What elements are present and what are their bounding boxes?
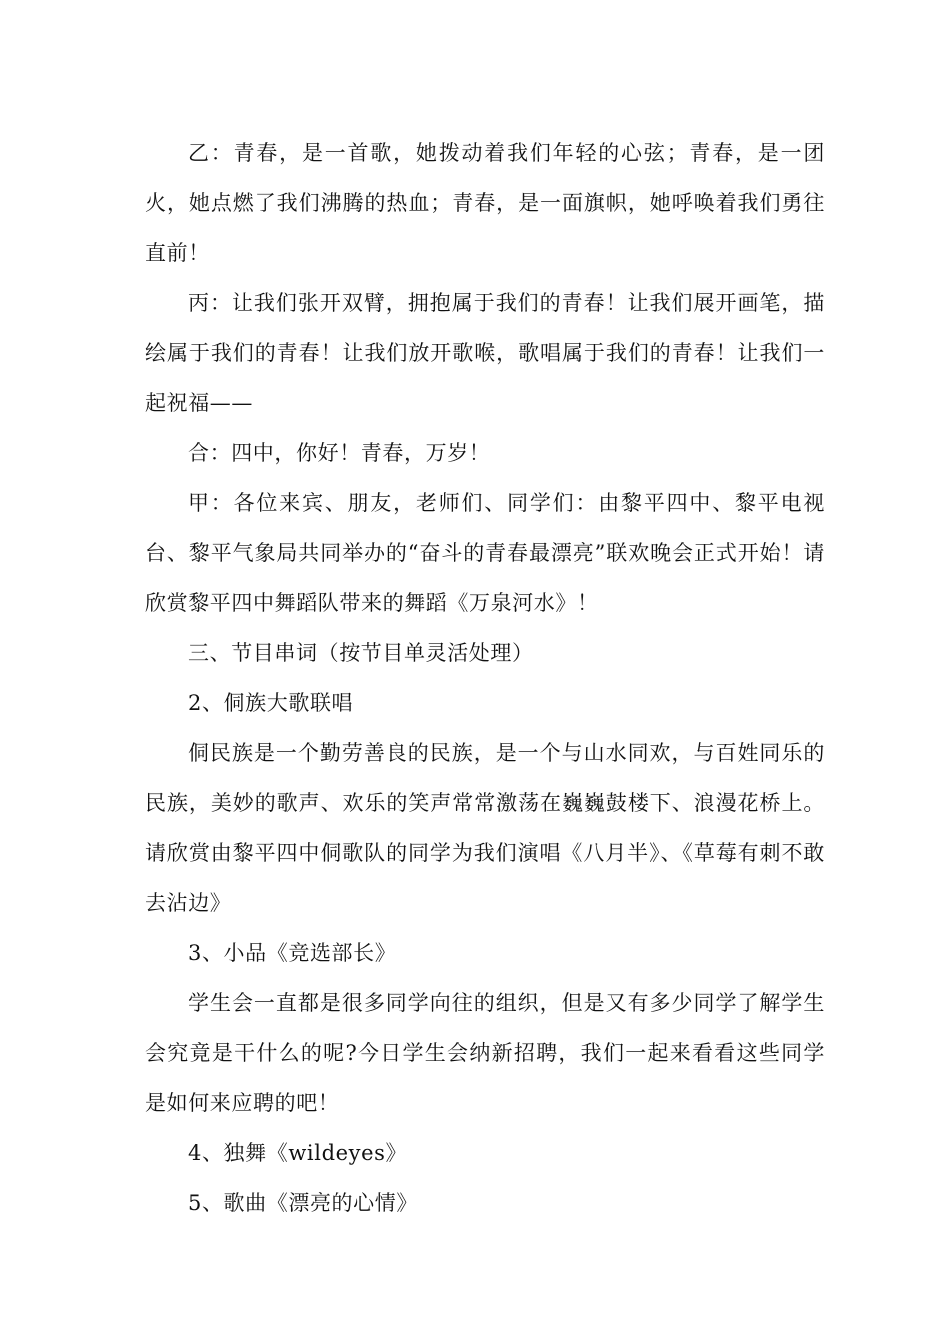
program-item-5: 5、歌曲《漂亮的心情》	[188, 1191, 418, 1215]
program-item-4: 4、独舞《wildeyes》	[188, 1141, 408, 1165]
paragraph-dong-songs: 侗民族是一个勤劳善良的民族，是一个与山水同欢，与百姓同乐的民族，美妙的歌声、欢乐的笑声常常激荡在巍巍鼓楼下、浪漫花桥上。请欣赏由黎平四中侗歌队的同学为我们演唱《八月半》、《草莓有刺不敢去沾边》	[145, 741, 825, 915]
paragraph-bing-embrace: 丙：让我们张开双臂，拥抱属于我们的青春！让我们展开画笔，描绘属于我们的青春！让我们放开歌喉，歌唱属于我们的青春！让我们一起祝福——	[145, 291, 825, 415]
paragraph-yi-youth: 乙：青春，是一首歌，她拨动着我们年轻的心弦；青春，是一团火，她点燃了我们沸腾的热血；青春，是一面旗帜，她呼唤着我们勇往直前！	[145, 141, 825, 265]
paragraph-student-union: 学生会一直都是很多同学向往的组织，但是又有多少同学了解学生会究竟是干什么的呢?今日学生会纳新招聘，我们一起来看看这些同学是如何来应聘的吧！	[145, 991, 825, 1115]
program-item-3: 3、小品《竞选部长》	[188, 941, 397, 965]
paragraph-jia-opening: 甲：各位来宾、朋友，老师们、同学们：由黎平四中、黎平电视台、黎平气象局共同举办的“奋斗的青春最漂亮”联欢晚会正式开始！请欣赏黎平四中舞蹈队带来的舞蹈《万泉河水》！	[145, 491, 825, 615]
paragraph-he-chorus: 合：四中，你好！青春，万岁！	[188, 441, 491, 465]
program-item-2: 2、侗族大歌联唱	[188, 691, 354, 715]
section-heading-program: 三、节目串词（按节目单灵活处理）	[188, 641, 534, 665]
document-body	[145, 128, 825, 1228]
